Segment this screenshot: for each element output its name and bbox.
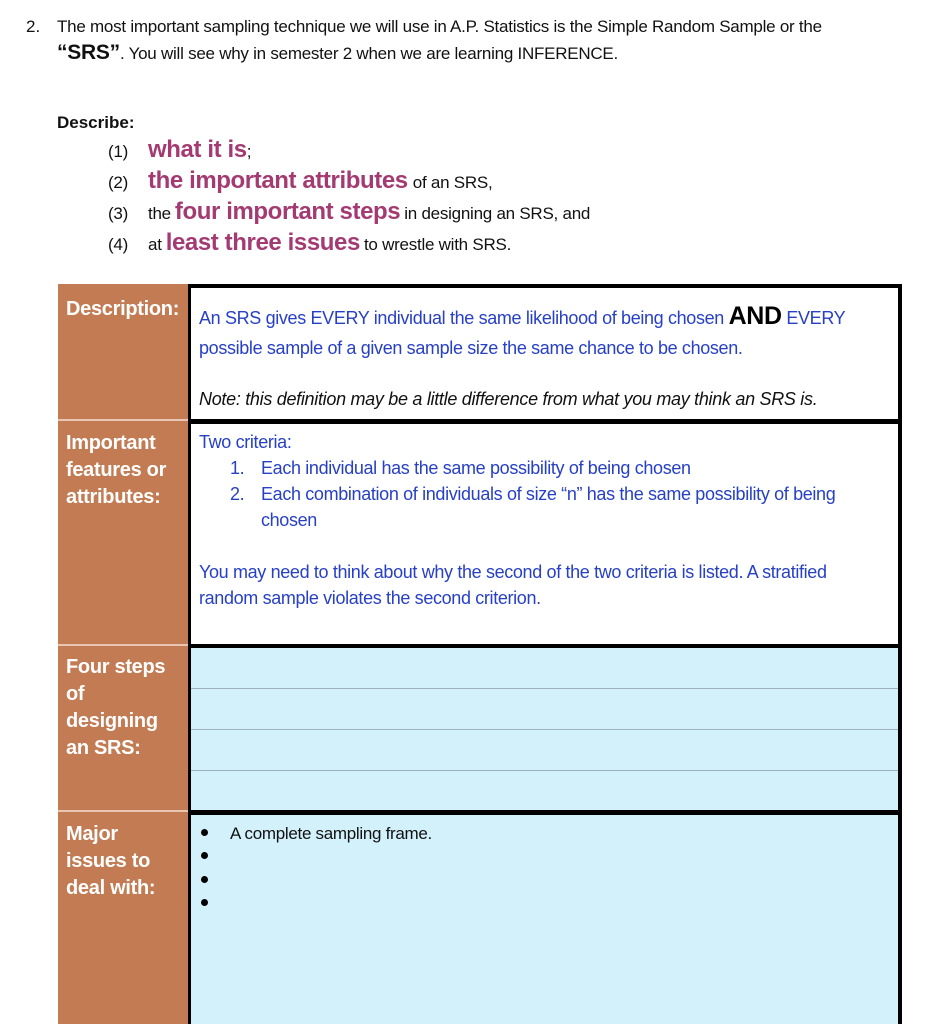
label-divider — [58, 810, 188, 812]
describe-item-2 — [108, 167, 590, 198]
describe-list — [108, 136, 590, 260]
srs-table — [58, 284, 902, 1024]
steps-label-line: an SRS: — [66, 737, 141, 759]
bullet-icon — [201, 829, 208, 836]
and-emphasis: AND — [728, 302, 782, 330]
description-label: Description: — [66, 298, 180, 320]
bullet-icon — [201, 852, 208, 859]
issue-item-1: A complete sampling frame. — [230, 824, 432, 843]
issues-label — [66, 821, 188, 902]
describe-item-number: (1) — [108, 142, 129, 161]
steps-cell — [191, 648, 898, 810]
criterion-number: 1. — [230, 458, 245, 478]
question-text-line1: The most important sampling technique we will use in A.P. Statistics is the Simple Random Sample or the — [57, 17, 822, 36]
description-line1 — [199, 302, 845, 331]
steps-label — [66, 654, 188, 762]
describe-item-highlight: the important attributes — [148, 167, 408, 194]
criteria-explanation-line2: random sample violates the second criterion. — [199, 588, 541, 608]
question-text-line2-rest: . You will see why in semester 2 when we are learning INFERENCE. — [119, 44, 618, 63]
description-text: An SRS gives EVERY individual the same likelihood of being chosen — [199, 308, 724, 328]
content-column — [188, 284, 902, 1024]
describe-item-highlight: least three issues — [165, 229, 360, 256]
label-column — [58, 284, 188, 1024]
step-line — [191, 729, 898, 730]
label-divider — [58, 419, 188, 421]
describe-heading: Describe: — [57, 113, 135, 132]
steps-label-line: of — [66, 683, 85, 705]
criterion-2-line2: chosen — [261, 510, 317, 530]
steps-label-line: Four steps — [66, 656, 166, 678]
describe-item-highlight: four important steps — [174, 198, 401, 225]
describe-item-number: (3) — [108, 204, 129, 223]
describe-item-number: (4) — [108, 235, 129, 254]
describe-item-3 — [108, 198, 590, 229]
describe-item-post: to wrestle with SRS. — [363, 235, 512, 254]
describe-item-1 — [108, 136, 590, 167]
description-text: EVERY — [786, 308, 846, 328]
describe-item-pre: at — [148, 235, 162, 254]
describe-item-pre: the — [148, 204, 171, 223]
question-number: 2. — [26, 17, 41, 36]
features-label-line: attributes: — [66, 486, 161, 508]
description-note: Note: this definition may be a little difference from what you may think an SRS is. — [199, 389, 818, 409]
issues-cell — [191, 815, 898, 1024]
step-line — [191, 770, 898, 771]
describe-item-number: (2) — [108, 173, 129, 192]
features-label — [66, 430, 188, 511]
question-text-line2 — [57, 41, 618, 65]
criteria-intro: Two criteria: — [199, 432, 292, 452]
description-cell — [191, 288, 898, 419]
features-label-line: features or — [66, 459, 167, 481]
srs-label: “SRS” — [57, 41, 120, 64]
describe-item-post: of an SRS, — [412, 173, 493, 192]
features-label-line: Important — [66, 432, 156, 454]
features-cell — [191, 424, 898, 644]
description-line2: possible sample of a given sample size the same chance to be chosen. — [199, 338, 743, 358]
bullet-icon — [201, 899, 208, 906]
criteria-explanation-line1: You may need to think about why the second of the two criteria is listed. A stratified — [199, 562, 827, 582]
issues-label-line: issues to — [66, 850, 150, 872]
steps-label-line: designing — [66, 710, 158, 732]
bullet-icon — [201, 876, 208, 883]
describe-item-post: in designing an SRS, and — [404, 204, 591, 223]
step-line — [191, 688, 898, 689]
describe-item-4 — [108, 229, 590, 260]
describe-item-post: ; — [246, 142, 252, 161]
criterion-number: 2. — [230, 484, 245, 504]
issues-label-line: deal with: — [66, 877, 156, 899]
issues-label-line: Major — [66, 823, 118, 845]
describe-item-highlight: what it is — [148, 136, 247, 163]
label-divider — [58, 644, 188, 646]
criterion-2-line1: Each combination of individuals of size “n” has the same possibility of being — [261, 484, 836, 504]
criterion-1: Each individual has the same possibility of being chosen — [261, 458, 691, 478]
